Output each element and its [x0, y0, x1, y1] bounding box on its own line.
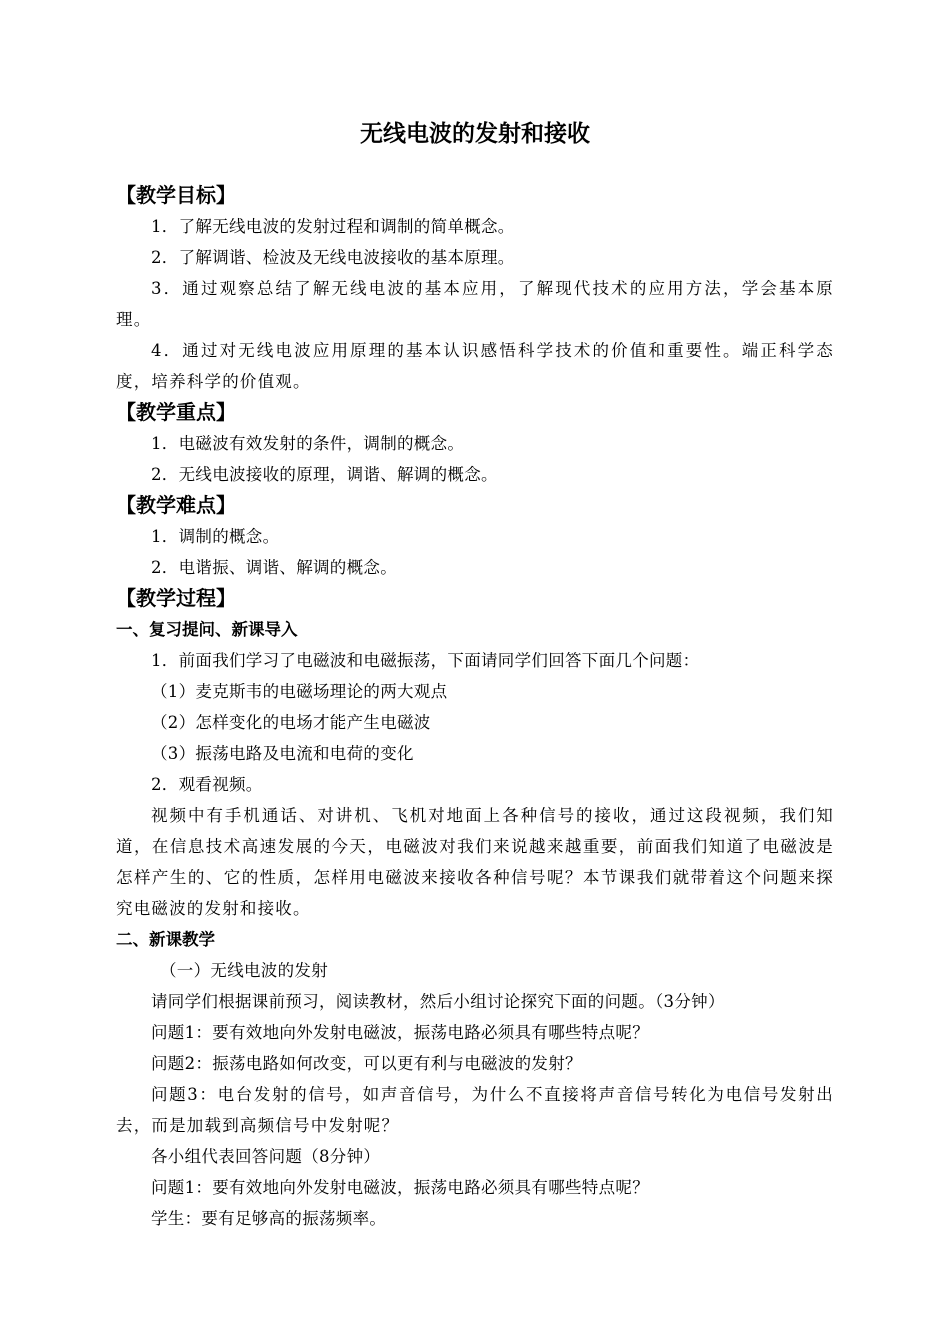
- paragraph: 问题3：电台发射的信号，如声音信号，为什么不直接将声音信号转化为电信号发射出去，而是加载到高频信号中发射呢？: [116, 1085, 834, 1135]
- question-item: （2）怎样变化的电场才能产生电磁波: [151, 713, 431, 732]
- objectives-heading: 【教学目标】: [116, 183, 236, 207]
- paragraph: 各小组代表回答问题（8分钟）: [151, 1147, 381, 1166]
- part1-heading: 一、复习提问、新课导入: [116, 620, 298, 639]
- difficulties-heading: 【教学难点】: [116, 493, 236, 517]
- page-title: 无线电波的发射和接收: [360, 121, 590, 147]
- paragraph: 学生：要有足够高的振荡频率。: [151, 1209, 387, 1228]
- process-heading: 【教学过程】: [116, 586, 236, 610]
- part2-heading: 二、新课教学: [116, 930, 215, 949]
- document-body: [116, 180, 834, 1234]
- difficulty-item: 1．调制的概念。: [151, 527, 280, 546]
- paragraph: 视频中有手机通话、对讲机、飞机对地面上各种信号的接收，通过这段视频，我们知道，在信息技术高速发展的今天，电磁波对我们来说越来越重要，前面我们知道了电磁波是怎样产生的、它的性质，怎样用电磁波来接收各种信号呢？本节课我们就带着这个问题来探究电磁波的发射和接收。: [116, 806, 834, 918]
- paragraph: 问题1：要有效地向外发射电磁波，振荡电路必须具有哪些特点呢？: [151, 1023, 649, 1042]
- subsection-heading: （一）无线电波的发射: [160, 961, 328, 980]
- paragraph: 1．前面我们学习了电磁波和电磁振荡，下面请同学们回答下面几个问题：: [151, 651, 700, 670]
- paragraph: 2．观看视频。: [151, 775, 263, 794]
- objective-item: 1．了解无线电波的发射过程和调制的简单概念。: [151, 217, 515, 236]
- question-item: （3）振荡电路及电流和电荷的变化: [151, 744, 414, 763]
- objective-item: 4．通过对无线电波应用原理的基本认识感悟科学技术的价值和重要性。端正科学态度，培养科学的价值观。: [116, 341, 834, 391]
- paragraph: 问题2：振荡电路如何改变，可以更有利与电磁波的发射？: [151, 1054, 582, 1073]
- objective-item: 3．通过观察总结了解无线电波的基本应用，了解现代技术的应用方法，学会基本原理。: [116, 279, 834, 329]
- question-item: （1）麦克斯韦的电磁场理论的两大观点: [151, 682, 448, 701]
- difficulty-item: 2．电谐振、调谐、解调的概念。: [151, 558, 397, 577]
- objective-item: 2．了解调谐、检波及无线电波接收的基本原理。: [151, 248, 515, 267]
- key-point-item: 1．电磁波有效发射的条件，调制的概念。: [151, 434, 465, 453]
- key-points-heading: 【教学重点】: [116, 400, 236, 424]
- paragraph: 请同学们根据课前预习，阅读教材，然后小组讨论探究下面的问题。（3分钟）: [151, 992, 725, 1011]
- paragraph: 问题1：要有效地向外发射电磁波，振荡电路必须具有哪些特点呢？: [151, 1178, 649, 1197]
- key-point-item: 2．无线电波接收的原理，调谐、解调的概念。: [151, 465, 498, 484]
